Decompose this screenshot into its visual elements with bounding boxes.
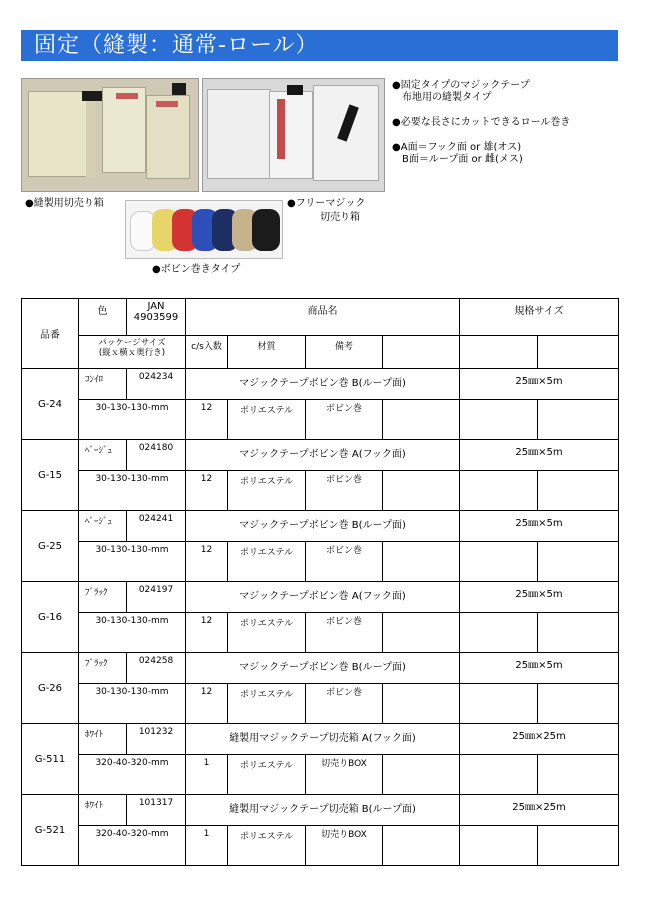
cell-package-size: 30-130-130-mm [79,471,186,511]
header-cs-qty: c/s入数 [186,336,228,369]
cell-spec-size: 25㎜×25m [460,795,619,826]
cell-jan: 024180 [127,440,186,471]
cell-code: G-511 [22,724,79,795]
header-jan [127,299,186,336]
table-row-detail [22,684,619,724]
header-code: 品番 [22,299,79,369]
cell-spec-size: 25㎜×5m [460,440,619,471]
cell-jan: 024234 [127,369,186,400]
table-row-detail [22,400,619,440]
cell-cs-qty: 12 [186,400,228,440]
product-table [21,298,619,866]
cell-material: ポリエステル [228,684,306,724]
cell-remarks: ボビン巻 [306,613,383,653]
cell-material: ポリエステル [228,613,306,653]
header-product-name: 商品名 [186,299,460,336]
cell-jan: 024258 [127,653,186,684]
table-row-detail [22,755,619,795]
cell-spec-size: 25㎜×5m [460,511,619,542]
cell-product-name: 縫製用マジックテープ切売箱 B(ループ面) [186,795,460,826]
product-photo-free-magic-box [202,78,385,192]
table-row [22,511,619,542]
cell-remarks: ボビン巻 [306,471,383,511]
cell-remarks: ボビン巻 [306,542,383,582]
header-spec-size: 規格サイズ [460,299,619,336]
cell-cs-qty: 12 [186,542,228,582]
cell-remarks: ボビン巻 [306,684,383,724]
feature-item [392,117,632,129]
cell-package-size: 30-130-130-mm [79,613,186,653]
cell-color: ﾍﾞｰｼﾞｭ [79,440,127,471]
table-row-detail [22,826,619,866]
cell-product-name: マジックテープボビン巻 B(ループ面) [186,511,460,542]
caption-sewing-box: ●縫製用切売り箱 [25,198,104,209]
table-row-detail [22,471,619,511]
cell-remarks: 切売りBOX [306,755,383,795]
table-subheader-row [22,336,619,369]
cell-code: G-16 [22,582,79,653]
table-header-row [22,299,619,336]
table-row [22,582,619,613]
cell-remarks: 切売りBOX [306,826,383,866]
cell-spec-size: 25㎜×5m [460,653,619,684]
cell-code: G-24 [22,369,79,440]
cell-color: ｺﾝｲﾛ [79,369,127,400]
cell-cs-qty: 12 [186,471,228,511]
cell-cs-qty: 12 [186,613,228,653]
cell-package-size: 30-130-130-mm [79,542,186,582]
feature-subtext: 布地用の縫製タイプ [402,92,492,103]
cell-jan: 024241 [127,511,186,542]
table-row [22,369,619,400]
feature-text: ●必要な長さにカットできるロール巻き [392,117,571,128]
cell-package-size: 320-40-320-mm [79,826,186,866]
product-photo-bobbin-rolls [125,200,283,259]
cell-product-name: マジックテープボビン巻 A(フック面) [186,582,460,613]
table-row [22,440,619,471]
page-title: 固定（縫製：通常-ロール） [34,33,319,58]
title-banner [21,30,618,61]
feature-subtext: B面＝ループ面 or 雌(メス) [402,154,523,165]
cell-jan: 101232 [127,724,186,755]
cell-material: ポリエステル [228,542,306,582]
feature-text: ●固定タイプのマジックテープ [392,80,530,91]
cell-product-name: マジックテープボビン巻 B(ループ面) [186,653,460,684]
cell-package-size: 30-130-130-mm [79,684,186,724]
header-jan-label: JAN [147,301,165,312]
cell-product-name: マジックテープボビン巻 B(ループ面) [186,369,460,400]
table-row [22,724,619,755]
cell-color: ﾍﾞｰｼﾞｭ [79,511,127,542]
table-row-detail [22,542,619,582]
cell-package-size: 30-130-130-mm [79,400,186,440]
table-row [22,653,619,684]
cell-material: ポリエステル [228,826,306,866]
header-package-dims: (縦ｘ横ｘ奥行き) [98,348,166,358]
header-color: 色 [79,299,127,336]
cell-product-name: マジックテープボビン巻 A(フック面) [186,440,460,471]
cell-cs-qty: 1 [186,826,228,866]
table-row-detail [22,613,619,653]
cell-spec-size: 25㎜×25m [460,724,619,755]
cell-color: ﾌﾞﾗｯｸ [79,582,127,613]
caption-free-magic: ●フリーマジック [287,198,366,209]
header-jan-prefix: 4903599 [133,312,179,323]
cell-color: ﾎﾜｲﾄ [79,724,127,755]
header-package-label: パッケージサイズ [98,338,166,348]
feature-item [392,80,632,104]
feature-item [392,142,632,166]
cell-cs-qty: 12 [186,684,228,724]
cell-spec-size: 25㎜×5m [460,369,619,400]
feature-text: ●A面＝フック面 or 雄(オス) [392,142,522,153]
header-package [79,336,186,369]
cell-material: ポリエステル [228,471,306,511]
feature-list [392,80,632,179]
caption-free-magic-sub: 切売り箱 [320,212,360,223]
cell-material: ポリエステル [228,400,306,440]
cell-material: ポリエステル [228,755,306,795]
cell-jan: 101317 [127,795,186,826]
cell-color: ﾎﾜｲﾄ [79,795,127,826]
header-remarks: 備考 [306,336,383,369]
header-material: 材質 [228,336,306,369]
cell-package-size: 320-40-320-mm [79,755,186,795]
caption-bobbin: ●ボビン巻きタイプ [152,264,241,275]
product-photo-sewing-box [21,78,199,192]
cell-code: G-25 [22,511,79,582]
cell-color: ﾌﾞﾗｯｸ [79,653,127,684]
cell-code: G-521 [22,795,79,866]
cell-remarks: ボビン巻 [306,400,383,440]
cell-cs-qty: 1 [186,755,228,795]
cell-product-name: 縫製用マジックテープ切売箱 A(フック面) [186,724,460,755]
cell-jan: 024197 [127,582,186,613]
cell-code: G-15 [22,440,79,511]
cell-code: G-26 [22,653,79,724]
table-row [22,795,619,826]
cell-spec-size: 25㎜×5m [460,582,619,613]
